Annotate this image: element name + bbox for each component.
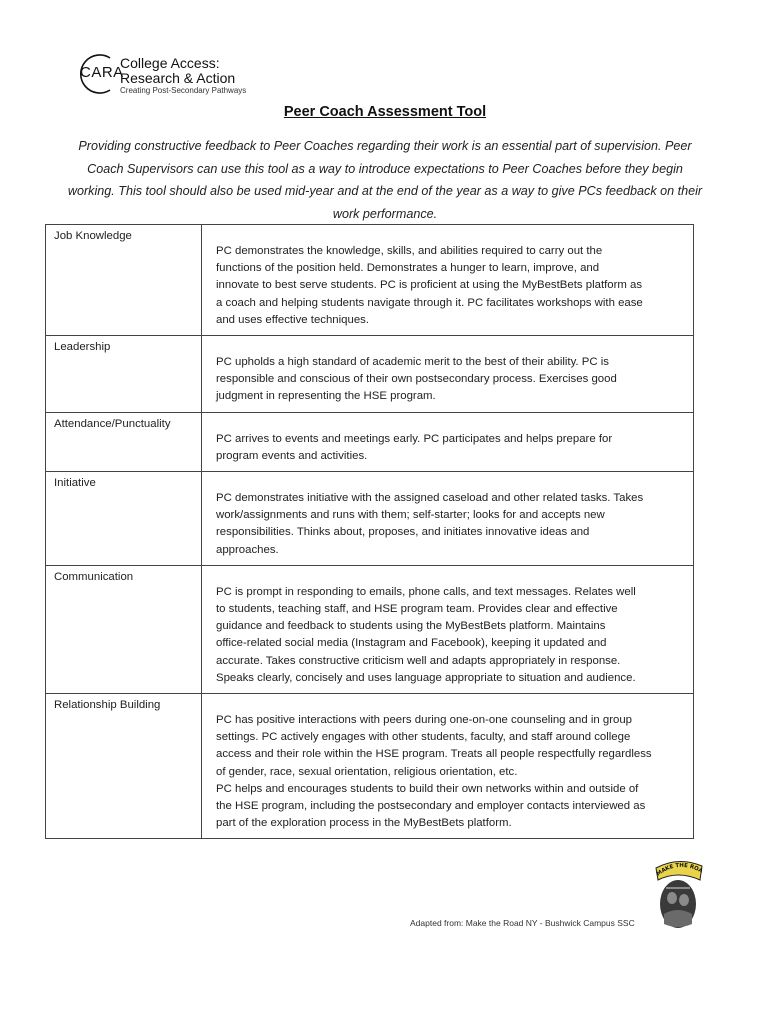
badge-text: MAKE THE ROA (655, 862, 704, 878)
row-label: Communication (46, 565, 202, 693)
row-label: Job Knowledge (46, 225, 202, 336)
logo-tagline: Creating Post-Secondary Pathways (120, 86, 247, 95)
row-description: PC demonstrates the knowledge, skills, and abilities required to carry out the functions of the position held. Demonstrates a hunger to learn, improve, and innovate to best serve students. PC is proficient at using the MyBestBets platform as a coach and helping students navigate through it. PC facilitates workshops with ease and uses effective techniques. (202, 225, 694, 336)
table-row (46, 336, 694, 413)
page-title: Peer Coach Assessment Tool (283, 104, 487, 120)
table-row (46, 472, 694, 566)
make-the-road-logo-icon (652, 858, 704, 937)
row-label: Leadership (46, 336, 202, 413)
row-description: PC upholds a high standard of academic merit to the best of their ability. PC is responsible and conscious of their own postsecondary process. Exercises good judgment in representing the HSE program. (202, 336, 694, 413)
logo-line-2: Research & Action (120, 70, 236, 86)
row-description: PC demonstrates initiative with the assigned caseload and other related tasks. Takes work/assignments and runs with them; self-starter; looks for and accepts new responsibilities. Thinks about, proposes, and initiates innovative ideas and approaches. (202, 472, 694, 566)
table-row (46, 565, 694, 693)
row-description: PC arrives to events and meetings early. PC participates and helps prepare for program events and activities. (202, 412, 694, 471)
table-row (46, 225, 694, 336)
footer-credit: Adapted from: Make the Road NY - Bushwick Campus SSC (410, 918, 635, 928)
logo-line-1: College Access: (120, 55, 220, 71)
table-row (46, 694, 694, 839)
row-label: Relationship Building (46, 694, 202, 839)
row-label: Initiative (46, 472, 202, 566)
cara-logo (76, 50, 276, 100)
assessment-table (45, 224, 694, 839)
row-label: Attendance/Punctuality (46, 412, 202, 471)
row-description: PC is prompt in responding to emails, phone calls, and text messages. Relates well to students, teaching staff, and HSE program team. Provides clear and effective guidance and feedback to students using the MyBestBets platform. Maintains office-related social media (Instagram and Facebook), keeping it updated and accurate. Takes constructive criticism well and adapts appropriately in response. Speaks clearly, concisely and uses language appropriate to situation and audience. (202, 565, 694, 693)
logo-abbr: CARA (80, 64, 124, 81)
intro-paragraph: Providing constructive feedback to Peer Coaches regarding their work is an essential part of supervision. Peer Coach Supervisors can use this tool as a way to introduce expectations to Peer Coaches before they begin working. This tool should also be used mid-year and at the end of the year as a way to give PCs feedback on their work performance. (67, 139, 703, 221)
row-description: PC has positive interactions with peers during one-on-one counseling and in group settings. PC actively engages with other students, faculty, and staff around college access and their role within the HSE program. Treats all people respectfully regardless of gender, race, sexual orientation, religious orientation, etc. PC helps and encourages students to build their own networks within and outside of the HSE program, including the postsecondary and employer contacts interviewed as part of the exploration process in the MyBestBets platform. (202, 694, 694, 839)
table-row (46, 412, 694, 471)
